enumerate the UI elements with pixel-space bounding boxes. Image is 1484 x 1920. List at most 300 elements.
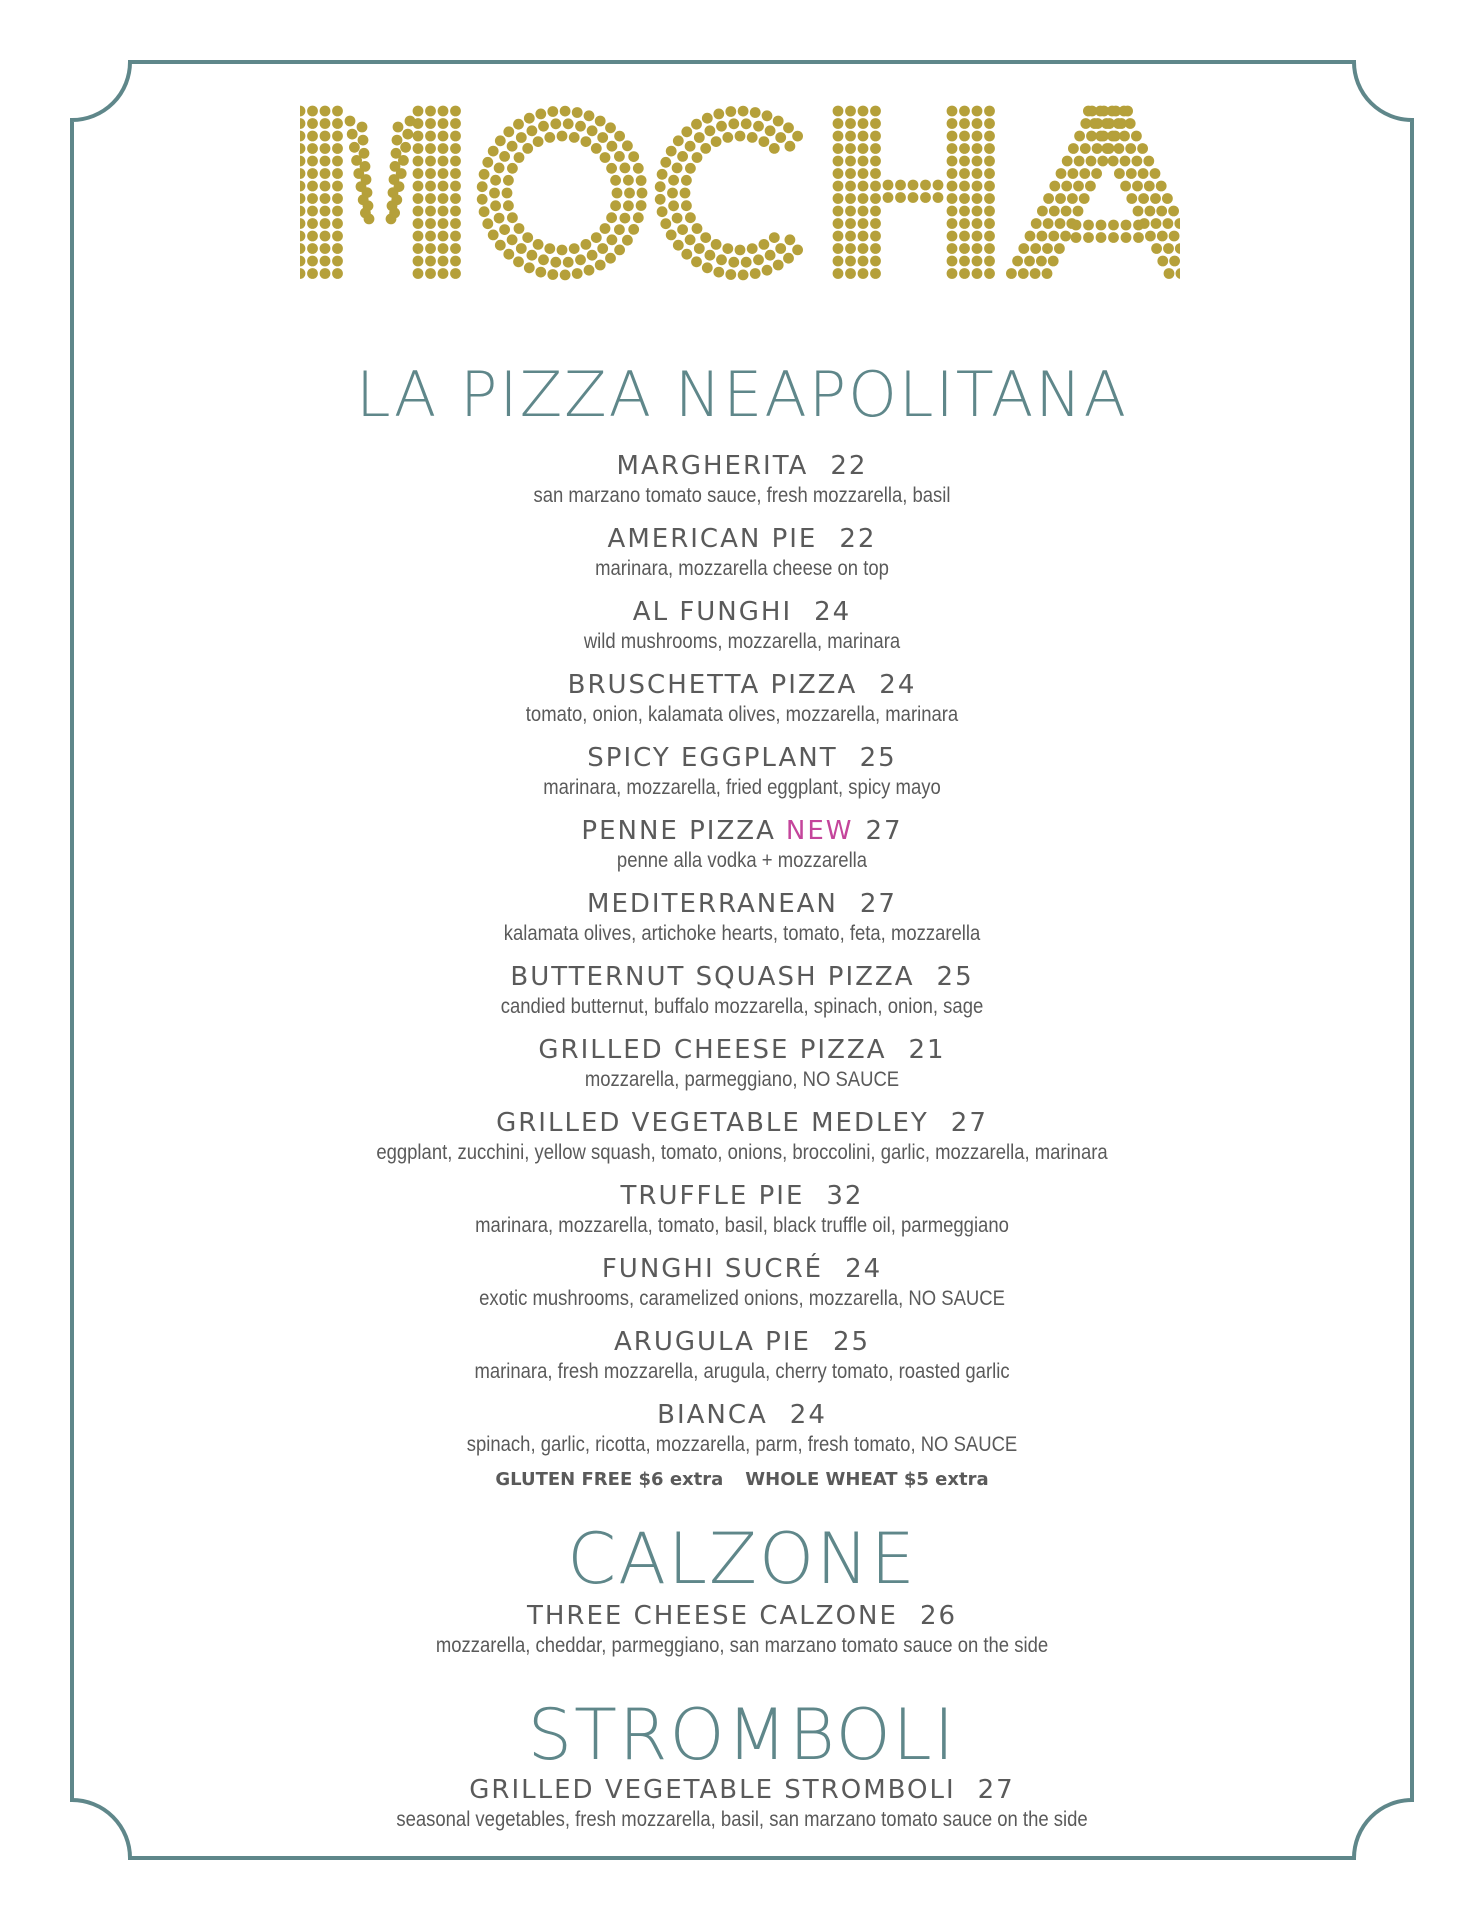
logo-dot — [595, 260, 606, 271]
logo-dot — [1145, 206, 1156, 217]
logo-dot — [972, 268, 983, 279]
logo-dot — [1101, 118, 1112, 129]
logo-dot — [716, 121, 727, 132]
logo-dot — [741, 118, 752, 129]
logo-dot — [920, 192, 931, 203]
logo-dot — [1150, 193, 1161, 204]
logo-dot — [870, 256, 881, 267]
logo-dot — [425, 256, 436, 267]
logo-dot — [413, 218, 424, 229]
logo-dot — [1121, 232, 1132, 243]
logo-dot — [1079, 193, 1090, 204]
logo-dot — [482, 157, 493, 168]
logo-dot — [477, 181, 488, 192]
logo-dot — [1092, 143, 1103, 154]
logo-dot — [600, 152, 611, 163]
logo-dot — [400, 142, 411, 153]
logo-dot — [959, 193, 970, 204]
logo-dot — [300, 256, 305, 267]
logo-dot — [883, 180, 894, 191]
item-price: 22 — [830, 451, 868, 481]
logo-dot — [307, 118, 318, 129]
logo-dot — [547, 106, 558, 117]
logo-dot — [332, 268, 343, 279]
logo-dot — [783, 122, 794, 133]
item-name: BUTTERNUT SQUASH PIZZA — [510, 962, 915, 992]
logo-dot — [691, 256, 702, 267]
logo-dot — [895, 180, 906, 191]
logo-dot — [332, 143, 343, 154]
logo-dot — [1083, 232, 1094, 243]
logo-dot — [762, 110, 773, 121]
logo-dot — [489, 188, 500, 199]
logo-dot — [606, 212, 617, 223]
logo-dot — [883, 192, 894, 203]
logo-dot — [1156, 181, 1167, 192]
logo-dot — [413, 243, 424, 254]
logo-dot — [495, 135, 506, 146]
logo-dot — [307, 218, 318, 229]
logo-dot — [614, 131, 625, 142]
logo-dot — [595, 116, 606, 127]
logo-dot — [984, 256, 995, 267]
logo-dot — [972, 143, 983, 154]
logo-dot — [845, 231, 856, 242]
logo-dot — [984, 268, 995, 279]
logo-dot — [972, 131, 983, 142]
item-price: 24 — [814, 597, 852, 627]
logo-dot — [765, 125, 776, 136]
logo-dot — [1091, 168, 1102, 179]
logo-dot — [614, 245, 625, 256]
logo-dot — [300, 268, 305, 279]
logo-dot — [1043, 193, 1054, 204]
logo-dot — [438, 131, 449, 142]
logo-dot — [320, 168, 331, 179]
logo-dot — [858, 118, 869, 129]
logo-dot — [667, 188, 678, 199]
logo-dot — [1042, 243, 1053, 254]
logo-dot — [300, 143, 305, 154]
logo-dot — [858, 143, 869, 154]
logo-dot — [933, 192, 944, 203]
logo-dot — [499, 151, 510, 162]
logo-dot — [622, 140, 633, 151]
logo-dot — [425, 106, 436, 117]
logo-dot — [1133, 232, 1144, 243]
logo-dot — [657, 169, 668, 180]
logo-dot — [438, 268, 449, 279]
logo-dot — [870, 243, 881, 254]
logo-dot — [759, 136, 770, 147]
logo-dot — [332, 131, 343, 142]
logo-dot — [581, 136, 592, 147]
logo-dot — [833, 206, 844, 217]
logo-dot — [575, 121, 586, 132]
item-name: AL FUNGHI — [632, 597, 793, 627]
logo-dot — [584, 265, 595, 276]
logo-dot — [680, 188, 691, 199]
logo-dot — [984, 231, 995, 242]
menu-item — [0, 815, 1484, 875]
logo-dot — [1037, 231, 1048, 242]
logo-dot — [972, 106, 983, 117]
logo-dot — [702, 262, 713, 273]
logo-dot — [636, 175, 647, 186]
logo-dot — [584, 110, 595, 121]
menu-item — [0, 1774, 1484, 1834]
logo-dot — [494, 213, 505, 224]
item-name: MARGHERITA — [616, 451, 809, 481]
item-price: 25 — [859, 743, 897, 773]
logo-dot — [672, 213, 683, 224]
logo-dot — [1086, 156, 1097, 167]
logo-dot — [785, 234, 796, 245]
logo-dot — [300, 106, 305, 117]
logo-dot — [300, 118, 305, 129]
logo-dot — [775, 132, 786, 143]
logo-dot — [1138, 193, 1149, 204]
logo-dot — [1151, 218, 1162, 229]
logo-dot — [845, 156, 856, 167]
logo-dot — [524, 113, 535, 124]
menu-item — [0, 961, 1484, 1021]
logo-dot — [527, 125, 538, 136]
logo-dot — [563, 257, 574, 268]
logo-dot — [959, 131, 970, 142]
logo-dot — [522, 232, 533, 243]
logo-dot — [320, 143, 331, 154]
logo-dot — [685, 163, 696, 174]
logo-dot — [1068, 168, 1079, 179]
logo-dot — [332, 193, 343, 204]
logo-dot — [307, 268, 318, 279]
logo-dot — [845, 268, 856, 279]
logo-dot — [959, 256, 970, 267]
logo-dot — [833, 243, 844, 254]
logo-dot — [947, 181, 958, 192]
logo-dot — [673, 135, 684, 146]
logo-dot — [425, 231, 436, 242]
logo-dot — [870, 156, 881, 167]
logo-dot — [1096, 220, 1107, 231]
logo-dot — [972, 118, 983, 129]
logo-dot — [438, 106, 449, 117]
logo-dot — [402, 129, 413, 140]
logo-dot — [700, 143, 711, 154]
item-name: AMERICAN PIE — [607, 524, 818, 554]
logo-dot — [482, 218, 493, 229]
logo-dot — [300, 243, 305, 254]
logo-dot — [1049, 181, 1060, 192]
logo-dot — [320, 156, 331, 167]
logo-dot — [1096, 232, 1107, 243]
logo-dot — [364, 214, 375, 225]
logo-dot — [503, 249, 514, 260]
gluten-free-extra: GLUTEN FREE $6 extra — [495, 1469, 724, 1490]
logo-dot — [507, 141, 518, 152]
item-price: 24 — [845, 1254, 883, 1284]
logo-dot — [425, 181, 436, 192]
logo-dot — [1024, 256, 1035, 267]
logo-dot — [750, 268, 761, 279]
logo-dot — [538, 121, 549, 132]
logo-dot — [920, 180, 931, 191]
logo-dot — [502, 188, 513, 199]
logo-dot — [870, 206, 881, 217]
logo-dot — [858, 243, 869, 254]
logo-dot — [490, 175, 501, 186]
menu-item — [0, 1180, 1484, 1240]
logo-dot — [833, 181, 844, 192]
logo-dot — [984, 156, 995, 167]
logo-dot — [833, 156, 844, 167]
logo-dot — [959, 206, 970, 217]
logo-dot — [753, 254, 764, 265]
logo-dot — [845, 206, 856, 217]
logo-dot — [413, 268, 424, 279]
item-price: 24 — [879, 670, 917, 700]
logo-dot — [300, 218, 305, 229]
logo-dot — [858, 193, 869, 204]
item-name: MEDITERRANEAN — [587, 889, 838, 919]
logo-dot — [933, 180, 944, 191]
logo-dot — [685, 212, 696, 223]
logo-dot — [307, 106, 318, 117]
logo-dot — [1120, 156, 1131, 167]
logo-dot — [792, 131, 803, 142]
logo-dot — [332, 231, 343, 242]
logo-dot — [628, 151, 639, 162]
logo-dot — [1054, 243, 1065, 254]
logo-dot — [450, 243, 461, 254]
logo-dot — [1085, 181, 1096, 192]
logo-dot — [858, 231, 869, 242]
logo-dot — [450, 168, 461, 179]
logo-dot — [547, 269, 558, 280]
logo-dot — [725, 106, 736, 117]
logo-dot — [1174, 218, 1180, 229]
logo-dot — [610, 200, 621, 211]
logo-dot — [438, 218, 449, 229]
logo-dot — [1048, 231, 1059, 242]
logo-dot — [984, 168, 995, 179]
logo-dot — [300, 181, 305, 192]
logo-dot — [747, 132, 758, 143]
logo-dot — [833, 268, 844, 279]
logo-dot — [711, 136, 722, 147]
logo-dot — [300, 131, 305, 142]
logo-dot — [685, 141, 696, 152]
logo-dot — [393, 122, 404, 133]
logo-dot — [499, 224, 510, 235]
item-description: marinara, mozzarella, tomato, basil, black truffle oil, parmeggiano — [475, 1214, 1009, 1237]
logo-dot — [614, 224, 625, 235]
item-description: wild mushrooms, mozzarella, marinara — [583, 630, 901, 653]
logo-dot — [450, 218, 461, 229]
item-description: tomato, onion, kalamata olives, mozzarella, marinara — [525, 703, 959, 726]
logo-dot — [1121, 220, 1132, 231]
logo-dot — [959, 168, 970, 179]
logo-dot — [320, 118, 331, 129]
logo-dot — [591, 143, 602, 154]
logo-dot — [692, 223, 703, 234]
logo-dot — [984, 131, 995, 142]
logo-dot — [587, 250, 598, 261]
logo-dot — [1043, 218, 1054, 229]
logo-dot — [984, 181, 995, 192]
logo-dot — [765, 250, 776, 261]
logo-dot — [947, 168, 958, 179]
logo-dot — [544, 132, 555, 143]
logo-dot — [1030, 243, 1041, 254]
logo-dot — [503, 126, 514, 137]
menu-item — [0, 596, 1484, 656]
logo-dot — [1006, 268, 1017, 279]
logo-dot — [1108, 232, 1119, 243]
item-description: mozzarella, cheddar, parmeggiano, san marzano tomato sauce on the side — [435, 1634, 1049, 1657]
logo-dot — [845, 256, 856, 267]
logo-dot — [450, 181, 461, 192]
logo-dot — [533, 136, 544, 147]
logo-dot — [425, 168, 436, 179]
item-description: kalamata olives, artichoke hearts, tomato, feta, mozzarella — [503, 922, 981, 945]
logo-dot — [908, 192, 919, 203]
logo-dot — [769, 143, 780, 154]
logo-dot — [750, 107, 761, 118]
logo-dot — [722, 132, 733, 143]
logo-dot — [959, 181, 970, 192]
logo-dot — [633, 212, 644, 223]
item-name: GRILLED CHEESE PIZZA — [538, 1035, 887, 1065]
logo-dot — [300, 168, 305, 179]
logo-dot — [620, 163, 631, 174]
logo-dots — [300, 106, 1180, 281]
logo-dot — [984, 143, 995, 154]
logo-dot — [655, 181, 666, 192]
logo-dot — [300, 206, 305, 217]
logo-dot — [959, 118, 970, 129]
logo-dot — [728, 257, 739, 268]
logo-dot — [438, 181, 449, 192]
logo-dot — [845, 181, 856, 192]
logo-dot — [845, 131, 856, 142]
logo-dot — [581, 239, 592, 250]
logo-dot — [769, 232, 780, 243]
logo-dot — [947, 106, 958, 117]
logo-dot — [845, 193, 856, 204]
logo-dot — [947, 118, 958, 129]
logo-dot — [413, 156, 424, 167]
logo-dot — [1097, 156, 1108, 167]
logo-dot — [984, 106, 995, 117]
logo-dot — [1062, 156, 1073, 167]
logo-dot — [858, 268, 869, 279]
logo-dot — [1079, 168, 1090, 179]
logo-dot — [307, 156, 318, 167]
logo-dot — [516, 243, 527, 254]
item-name: FUNGHI SUCRÉ — [601, 1254, 824, 1284]
logo-dot — [984, 118, 995, 129]
logo-dot — [614, 151, 625, 162]
logo-dot — [858, 218, 869, 229]
item-description: marinara, mozzarella, fried eggplant, spicy mayo — [543, 776, 941, 799]
logo-dot — [1060, 231, 1071, 242]
logo-dot — [959, 243, 970, 254]
logo-dot — [833, 193, 844, 204]
logo-dot — [759, 239, 770, 250]
logo-dot — [984, 243, 995, 254]
section-title-pizza: LA PIZZA NEAPOLITANA — [355, 358, 1129, 431]
logo-dot — [984, 193, 995, 204]
logo-dot — [1086, 131, 1097, 142]
logo-dot — [845, 218, 856, 229]
logo-dot — [587, 125, 598, 136]
logo-dot — [550, 118, 561, 129]
logo-dot — [775, 243, 786, 254]
logo-dot — [1049, 206, 1060, 217]
logo-dot — [1080, 143, 1091, 154]
logo-dot — [425, 268, 436, 279]
logo-dot — [357, 122, 368, 133]
logo-dot — [300, 193, 305, 204]
logo-dot — [833, 231, 844, 242]
logo-dot — [668, 175, 679, 186]
item-name: GRILLED VEGETABLE STROMBOLI — [469, 1775, 956, 1805]
logo-dot — [783, 253, 794, 264]
logo-dot — [959, 106, 970, 117]
logo-dot — [681, 126, 692, 137]
logo-dot — [972, 231, 983, 242]
logo-dot — [870, 143, 881, 154]
logo-dot — [845, 118, 856, 129]
logo-dot — [1156, 206, 1167, 217]
logo-dot — [1150, 168, 1161, 179]
logo-dot — [1108, 156, 1119, 167]
logo-dot — [332, 156, 343, 167]
logo-dot — [1133, 220, 1144, 231]
item-name: PENNE PIZZA — [581, 816, 776, 846]
logo-dot — [320, 131, 331, 142]
logo-dot — [623, 175, 634, 186]
logo-dot — [947, 156, 958, 167]
item-description: marinara, mozzarella cheese on top — [595, 557, 889, 580]
logo-dot — [345, 116, 356, 127]
logo-dot — [858, 181, 869, 192]
logo-dot — [597, 132, 608, 143]
logo-dot — [959, 231, 970, 242]
logo-dot — [507, 163, 518, 174]
logo-dot — [332, 118, 343, 129]
logo-dot — [413, 206, 424, 217]
logo-dot — [1037, 206, 1048, 217]
logo-dot — [1012, 256, 1023, 267]
logo-dot — [1073, 181, 1084, 192]
item-description: seasonal vegetables, fresh mozzarella, basil, san marzano tomato sauce on the side — [396, 1808, 1088, 1831]
logo-dot — [947, 231, 958, 242]
logo-dot — [450, 268, 461, 279]
item-name: SPICY EGGPLANT — [587, 743, 838, 773]
whole-wheat-extra: WHOLE WHEAT $5 extra — [745, 1469, 989, 1490]
logo-dot — [1126, 168, 1137, 179]
logo-dot — [560, 270, 571, 281]
menu-item — [0, 888, 1484, 948]
item-name: GRILLED VEGETABLE MEDLEY — [496, 1108, 929, 1138]
logo-dot — [538, 254, 549, 265]
logo-dot — [705, 250, 716, 261]
logo-dot — [1073, 206, 1084, 217]
logo-dot — [1125, 143, 1136, 154]
